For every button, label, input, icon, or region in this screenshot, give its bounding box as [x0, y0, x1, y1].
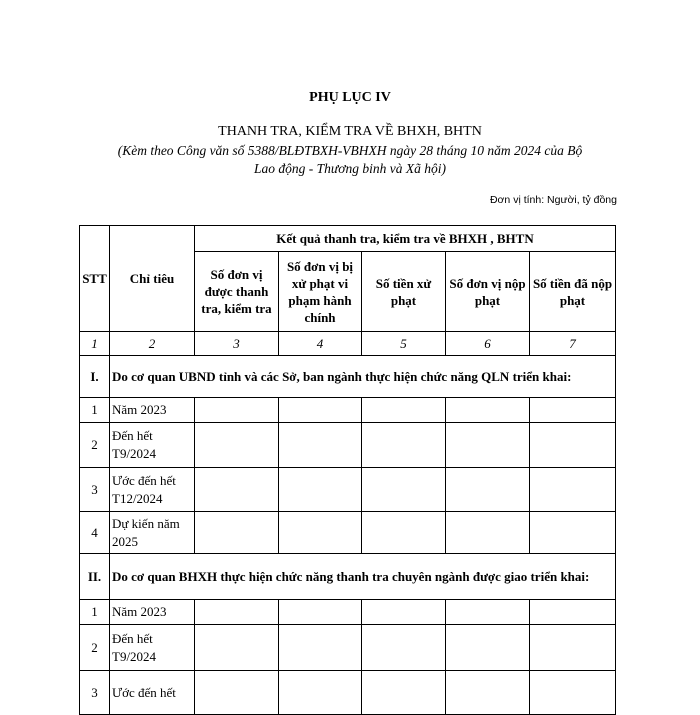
data-cell [446, 600, 530, 625]
row-number: 4 [80, 512, 110, 554]
header-indicator: Chỉ tiêu [110, 226, 195, 332]
data-cell [362, 468, 446, 512]
column-number: 2 [110, 332, 195, 356]
data-cell [362, 625, 446, 671]
document-subtitle-line-2: Lao động - Thương binh và Xã hội) [254, 161, 446, 176]
inspection-table [79, 225, 616, 715]
row-label: Năm 2023 [110, 398, 195, 423]
table-row [80, 512, 616, 554]
data-cell [362, 423, 446, 468]
header-stt: STT [80, 226, 110, 332]
data-cell [279, 671, 362, 715]
table-row [80, 468, 616, 512]
data-cell [446, 423, 530, 468]
data-cell [195, 600, 279, 625]
data-cell [362, 600, 446, 625]
header-units-paid: Số đơn vị nộp phạt [446, 252, 530, 332]
data-cell [530, 625, 616, 671]
data-cell [279, 423, 362, 468]
header-penalty-amount: Số tiền xử phạt [362, 252, 446, 332]
data-cell [362, 398, 446, 423]
header-units-inspected: Số đơn vị được thanh tra, kiểm tra [195, 252, 279, 332]
table-row [80, 600, 616, 625]
column-number: 6 [446, 332, 530, 356]
data-cell [279, 600, 362, 625]
data-cell [195, 512, 279, 554]
column-number: 5 [362, 332, 446, 356]
data-cell [530, 671, 616, 715]
header-units-penalized: Số đơn vị bị xử phạt vi phạm hành chính [279, 252, 362, 332]
table-row [80, 423, 616, 468]
row-label: Ước đến hết [110, 671, 195, 715]
data-cell [530, 600, 616, 625]
data-cell [530, 398, 616, 423]
document-subtitle-line-1: (Kèm theo Công văn số 5388/BLĐTBXH-VBHXH ngày 28 tháng 10 năm 2024 của Bộ [117, 143, 583, 158]
data-cell [530, 423, 616, 468]
data-cell [195, 671, 279, 715]
data-cell [362, 671, 446, 715]
header-amount-paid: Số tiền đã nộp phạt [530, 252, 616, 332]
data-cell [530, 468, 616, 512]
row-label: Đến hết T9/2024 [110, 423, 195, 468]
data-cell [446, 468, 530, 512]
document-title: THANH TRA, KIỂM TRA VỀ BHXH, BHTN [218, 124, 482, 139]
row-number: 1 [80, 600, 110, 625]
column-number: 3 [195, 332, 279, 356]
header-results-group: Kết quả thanh tra, kiểm tra về BHXH , BHTN [195, 226, 616, 252]
column-number: 1 [80, 332, 110, 356]
data-cell [446, 398, 530, 423]
row-number: 3 [80, 671, 110, 715]
data-cell [446, 625, 530, 671]
data-cell [362, 512, 446, 554]
row-label: Dự kiến năm 2025 [110, 512, 195, 554]
row-label: Ước đến hết T12/2024 [110, 468, 195, 512]
column-number: 7 [530, 332, 616, 356]
section-title: Do cơ quan BHXH thực hiện chức năng thanh tra chuyên ngành được giao triển khai: [110, 554, 616, 600]
row-number: 1 [80, 398, 110, 423]
table-row [80, 671, 616, 715]
data-cell [279, 398, 362, 423]
data-cell [195, 468, 279, 512]
table-row [80, 625, 616, 671]
row-number: 2 [80, 423, 110, 468]
row-label: Đến hết T9/2024 [110, 625, 195, 671]
unit-note: Đơn vị tính: Người, tỷ đồng [489, 194, 617, 206]
section-title: Do cơ quan UBND tỉnh và các Sở, ban ngành thực hiện chức năng QLN triển khai: [110, 356, 616, 398]
data-cell [195, 398, 279, 423]
section-number: I. [80, 356, 110, 398]
row-label: Năm 2023 [110, 600, 195, 625]
appendix-title: PHỤ LỤC IV [309, 90, 391, 105]
row-number: 2 [80, 625, 110, 671]
data-cell [446, 512, 530, 554]
data-cell [195, 423, 279, 468]
data-cell [279, 625, 362, 671]
column-number: 4 [279, 332, 362, 356]
data-cell [195, 625, 279, 671]
section-row [80, 356, 616, 398]
data-cell [530, 512, 616, 554]
section-number: II. [80, 554, 110, 600]
data-cell [446, 671, 530, 715]
table-row [80, 398, 616, 423]
data-cell [279, 512, 362, 554]
row-number: 3 [80, 468, 110, 512]
section-row [80, 554, 616, 600]
column-numbering-row [80, 332, 616, 356]
data-cell [279, 468, 362, 512]
